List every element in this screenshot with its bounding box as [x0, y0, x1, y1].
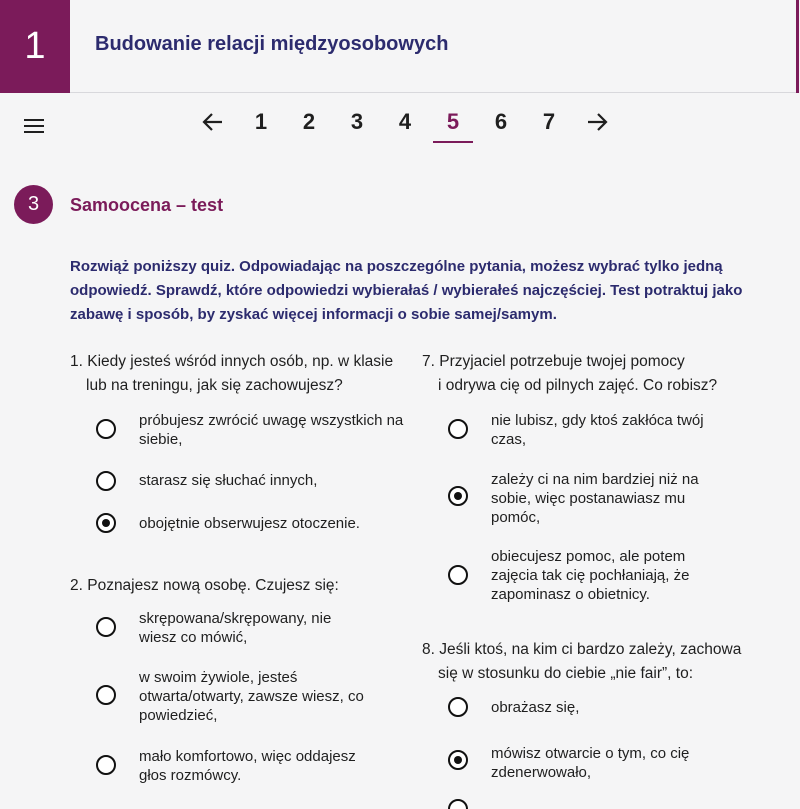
- section-number: 3: [27, 193, 40, 215]
- radio-button[interactable]: [448, 799, 468, 809]
- question-text-continued: się w stosunku do ciebie „nie fair”, to:: [438, 665, 694, 682]
- answer-option[interactable]: [422, 799, 792, 809]
- answer-label: mówisz otwarcie o tym, co cię zdenerwowało,: [491, 745, 690, 781]
- page-navigation: [0, 105, 800, 145]
- question-text: 8. Jeśli ktoś, na kim ci bardzo zależy, zachowa: [422, 641, 742, 658]
- page-link-7[interactable]: 7: [542, 109, 556, 134]
- radio-button[interactable]: [448, 419, 468, 439]
- quiz-instructions: Rozwiąż poniższy quiz. Odpowiadając na poszczególne pytania, możesz wybrać tylko jedną odpowiedź. Sprawdź, które odpowiedzi wybierałaś / wybierałeś najczęściej. Test potraktuj jako zabawę i sposób, by zyskać więcej informacji o sobie samej/samym.: [70, 258, 743, 323]
- next-arrow-icon[interactable]: [584, 111, 610, 133]
- question-text: 2. Poznajesz nową osobę. Czujesz się:: [70, 577, 339, 594]
- answer-label: skrępowana/skrępowany, nie wiesz co mówić,: [139, 610, 332, 646]
- answer-label: mało komfortowo, więc oddajesz głos rozmówcy.: [139, 748, 356, 784]
- radio-button[interactable]: [96, 419, 116, 439]
- question-text: 7. Przyjaciel potrzebuje twojej pomocy: [422, 353, 685, 370]
- answer-label: próbujesz zwrócić uwagę wszystkich na siebie,: [139, 412, 404, 448]
- radio-button-selected[interactable]: [448, 486, 468, 506]
- answer-label: nie lubisz, gdy ktoś zakłóca twój czas,: [491, 412, 704, 448]
- question-2: [70, 574, 410, 598]
- chapter-number: 1: [24, 25, 46, 67]
- question-1: [70, 350, 410, 398]
- page-link-6[interactable]: 6: [494, 109, 508, 134]
- answer-option[interactable]: [70, 412, 410, 457]
- answer-option[interactable]: [70, 513, 410, 535]
- radio-button[interactable]: [96, 685, 116, 705]
- radio-button[interactable]: [96, 471, 116, 491]
- prev-arrow-icon[interactable]: [200, 111, 226, 133]
- section-number-badge: [14, 185, 53, 224]
- answer-label: zależy ci na nim bardziej niż na sobie, więc postanawiasz mu pomóc,: [491, 471, 699, 526]
- answer-option[interactable]: [70, 610, 410, 657]
- answer-label: obrażasz się,: [491, 699, 580, 716]
- section-title: Samoocena – test: [70, 195, 224, 215]
- answer-option[interactable]: [422, 697, 792, 721]
- radio-button-selected[interactable]: [96, 513, 116, 533]
- page-title: Budowanie relacji międzyosobowych: [95, 33, 449, 55]
- answer-option[interactable]: [422, 745, 792, 790]
- radio-button[interactable]: [448, 697, 468, 717]
- page-link-1[interactable]: 1: [254, 109, 268, 134]
- radio-button-selected[interactable]: [448, 750, 468, 770]
- answer-option[interactable]: [70, 471, 410, 493]
- page-link-3[interactable]: 3: [350, 109, 364, 134]
- chapter-number-badge: [0, 0, 70, 93]
- page-link-5-active[interactable]: 5: [433, 105, 473, 143]
- answer-option[interactable]: [70, 748, 410, 795]
- answer-label: obojętnie obserwujesz otoczenie.: [139, 515, 360, 532]
- question-text-continued: lub na treningu, jak się zachowujesz?: [86, 377, 343, 394]
- answer-label: obiecujesz pomoc, ale potem zajęcia tak cię pochłaniają, że zapominasz o obietnicy.: [491, 548, 690, 603]
- radio-button[interactable]: [448, 565, 468, 585]
- answer-option[interactable]: [422, 548, 792, 624]
- answer-label: starasz się słuchać innych,: [139, 472, 318, 489]
- answer-option[interactable]: [70, 669, 410, 743]
- page-link-4[interactable]: 4: [398, 109, 412, 134]
- page-link-2[interactable]: 2: [302, 109, 316, 134]
- radio-button[interactable]: [96, 755, 116, 775]
- question-7: [422, 350, 792, 398]
- answer-option[interactable]: [422, 412, 792, 457]
- header-divider: [70, 92, 796, 93]
- question-text-continued: i odrywa cię od pilnych zajęć. Co robisz?: [438, 377, 718, 394]
- question-8: [422, 638, 792, 686]
- header-accent-rule: [796, 0, 799, 93]
- question-text: 1. Kiedy jesteś wśród innych osób, np. w klasie: [70, 353, 394, 370]
- answer-label: w swoim żywiole, jesteś otwarta/otwarty, zawsze wiesz, co powiedzieć,: [139, 669, 364, 724]
- answer-option[interactable]: [422, 471, 792, 545]
- radio-button[interactable]: [96, 617, 116, 637]
